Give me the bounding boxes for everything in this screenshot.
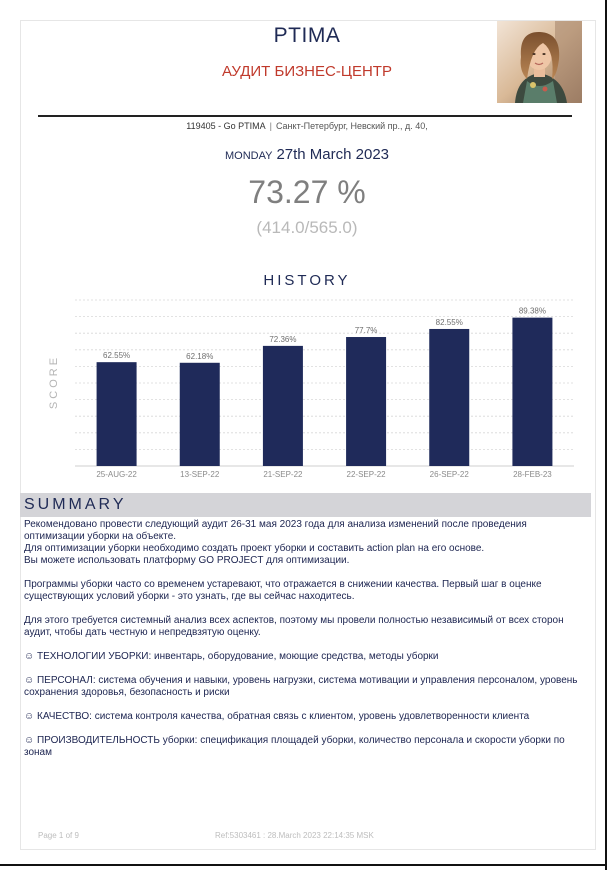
summary-paragraph-analysis: Для этого требуется системный анализ всех аспектов, поэтому мы провели полностью независимый от всех сторон аудит, чтобы дать честную и непредвзятую оценку.: [24, 615, 564, 638]
chart-category-label: 21-SEP-22: [263, 470, 303, 479]
page-edge-bottom: [0, 864, 607, 866]
report-subtitle: АУДИТ БИЗНЕС-ЦЕНТР: [222, 63, 392, 80]
chart-bar-28-feb-23: [512, 318, 552, 466]
summary-item-quality: ☺ КАЧЕСТВО: система контроля качества, обратная связь с клиентом, уровень удовлетворенности клиента: [24, 711, 530, 722]
chart-category-label: 13-SEP-22: [180, 470, 220, 479]
overall-score-ratio: (414.0/565.0): [256, 218, 358, 237]
chart-value-label: 72.36%: [269, 334, 297, 344]
chart-category-label: 22-SEP-22: [346, 470, 386, 479]
summary-item-productivity: ☺ ПРОИЗВОДИТЕЛЬНОСТЬ уборки: спецификация площадей уборки, количество персонала и скорости уборки по зонам: [24, 735, 565, 758]
chart-bar-25-aug-22: [97, 362, 137, 466]
chart-bar-22-sep-22: [346, 337, 386, 466]
summary-paragraph-action-plan: Для оптимизации уборки необходимо создать проект уборки и составить action plan на его основе.: [24, 543, 485, 554]
summary-body: [24, 519, 586, 771]
summary-paragraph-platform: Вы можете использовать платформу GO PROJECT для оптимизации.: [24, 555, 350, 566]
postal-code-company: 119405 - Go PTIMA: [186, 121, 266, 131]
summary-title: SUMMARY: [24, 496, 127, 513]
chart-bar-21-sep-22: [263, 346, 303, 466]
summary-paragraph-programs: Программы уборки часто со временем устаревают, что отражается в снижении качества. Первый шаг в оценке существующих условий уборки - это узнать, где вы сейчас находитесь.: [24, 579, 542, 602]
chart-value-label: 77.7%: [354, 326, 378, 336]
brand-title: PTIMA: [273, 24, 341, 47]
report-weekday: MONDAY: [224, 150, 273, 162]
chart-value-label: 89.38%: [518, 306, 546, 316]
summary-intro: [24, 519, 586, 567]
summary-item-technology: ☺ ТЕХНОЛОГИИ УБОРКИ: инвентарь, оборудование, моющие средства, методы уборки: [24, 651, 439, 662]
chart-value-label: 82.55%: [435, 317, 463, 327]
chart-bars: [97, 318, 553, 466]
chart-value-label: 62.18%: [186, 351, 214, 361]
chart-value-labels: [103, 307, 546, 361]
chart-category-label: 25-AUG-22: [96, 470, 137, 479]
report-date-value: 27th March 2023: [276, 146, 390, 163]
chart-bar-13-sep-22: [180, 363, 220, 466]
summary-paragraph-recommendation: Рекомендовано провести следующий аудит 26-31 мая 2023 года для анализа изменений после проведения оптимизации уборки на объекте.: [24, 519, 527, 542]
address-separator: |: [269, 121, 272, 131]
history-title: HISTORY: [263, 272, 351, 289]
street-address: Санкт-Петербург, Невский пр., д. 40,: [275, 121, 428, 131]
chart-category-label: 26-SEP-22: [429, 470, 469, 479]
summary-item-personnel: ☺ ПЕРСОНАЛ: система обучения и навыки, уровень нагрузки, система мотивации и управления персоналом, уровень сохранения здоровья, безопасность и риски: [24, 675, 578, 698]
chart-category-label: 28-FEB-23: [513, 470, 552, 479]
overall-score-percent: 73.27 %: [248, 174, 366, 210]
chart-y-axis-label: SCORE: [48, 354, 60, 410]
footer-reference: Ref:5303461 : 28.March 2023 22:14:35 MSK: [215, 831, 374, 840]
chart-category-labels: [96, 470, 552, 479]
chart-gridlines: [75, 300, 574, 449]
footer-page-number: Page 1 of 9: [38, 831, 79, 840]
chart-value-label: 62.55%: [103, 351, 131, 361]
chart-bar-26-sep-22: [429, 329, 469, 466]
